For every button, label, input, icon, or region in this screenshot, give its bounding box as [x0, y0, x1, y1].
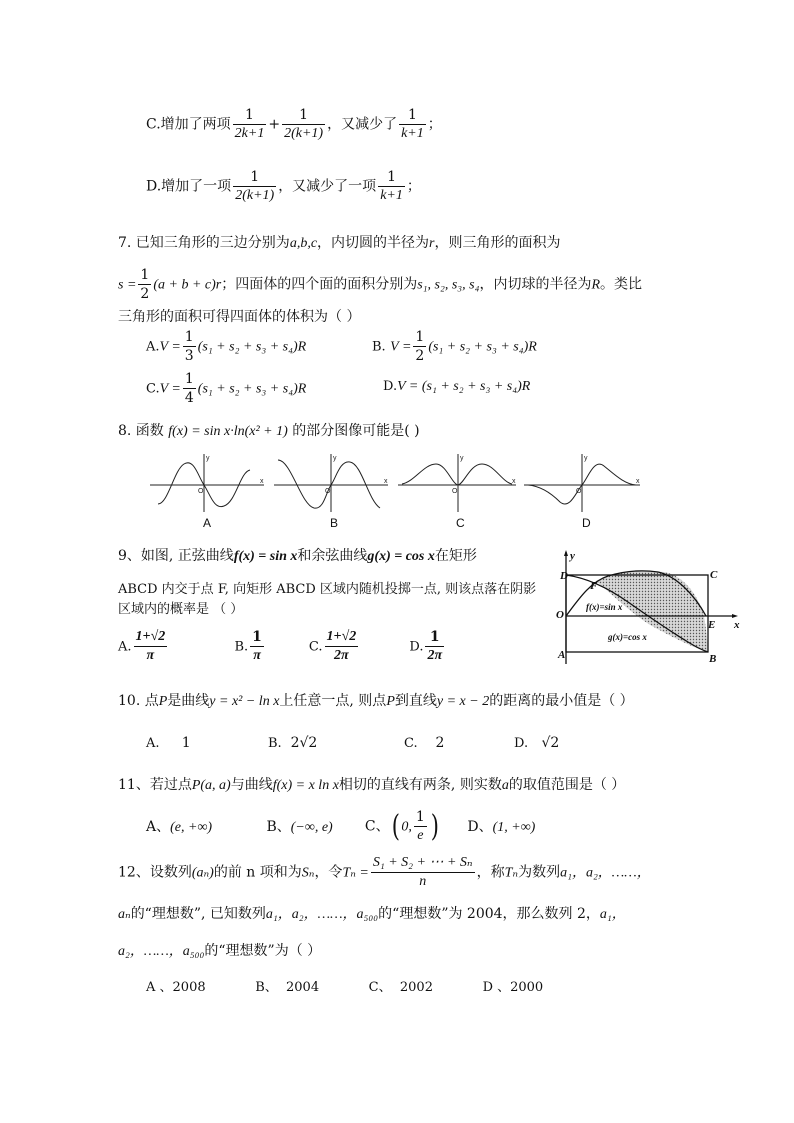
q7-line-3: 三角形的面积可得四面体的体积为（ ） [118, 309, 361, 325]
graph-c-label: C [456, 516, 465, 530]
svg-text:y: y [584, 455, 588, 462]
svg-text:O: O [198, 488, 204, 495]
svg-text:x: x [384, 478, 388, 485]
q6-option-d: D.增加了一项 $\frac{1}{2(k+1)}$ ，又减少了一项 $\frac{1}{k+1}$ ； [146, 169, 421, 203]
q7-line-2: s = $\frac{1}{2}$ (a + b + c)r；四面体的四个面的面积分别为s₁, s₂, s₃, s₄，内切球的半径为R。类比 [118, 267, 643, 302]
q7-option-d: D.V = (s₁ + s₂ + s₃ + s₄)R [383, 379, 531, 394]
svg-text:x: x [636, 478, 640, 485]
svg-text:y: y [333, 455, 337, 462]
q12-line-3: a₂，……，a₅₀₀的“理想数”为（ ） [118, 943, 322, 959]
q9-line-2: ABCD 内交于点 F, 向矩形 ABCD 区域内随机投掷一点, 则该点落在阴影 [118, 582, 537, 597]
fraction: $\frac{1}{2k+1}$ [234, 107, 265, 141]
fraction: $\frac{1}{k+1}$ [380, 169, 403, 203]
q11-option-d: D、(1, +∞) [467, 818, 536, 835]
q12-line-2: aₙ的“理想数”, 已知数列a₁，a₂，……，a₅₀₀的“理想数”为 2004，那么数列 2，a₁， [118, 906, 626, 922]
q10-stem: 10. 点P是曲线y = x² − ln x上任意一点, 则点P到直线y = x − 2的距离的最小值是（ ） [118, 693, 634, 709]
graph-a [150, 454, 264, 512]
label-f: F [590, 580, 598, 592]
q8-graphs [146, 450, 646, 520]
q11-option-b: B、(−∞, e) [266, 818, 333, 835]
q7-option-a: A.V = $\frac{1}{3}$ (s₁ + s₂ + s₃ + s₄)R [146, 329, 307, 364]
q9-option-a: A. $\frac{1+√2}{\pi}$ [118, 629, 166, 663]
label-e: E [708, 619, 716, 631]
fraction: $\frac{1}{2}$ [140, 267, 150, 302]
fraction: $\frac{1}{3}$ [184, 329, 194, 364]
label-cos: g(x)=cos x [608, 632, 647, 642]
svg-text:y: y [206, 455, 210, 462]
q10-option-d: D. √2 [514, 735, 560, 751]
q11-option-a: A、(e, +∞) [146, 818, 213, 835]
fraction: $\frac{1}{4}$ [184, 371, 194, 406]
fraction: $\frac{1}{k+1}$ [401, 107, 424, 141]
q12-options: A 、2008 B、 2004 C、 2002 D 、2000 [146, 980, 544, 995]
q9-line-3: 区域内的概率是 （ ） [118, 602, 244, 617]
q10-option-a: A. 1 [146, 735, 191, 751]
q6-option-c: C.增加了两项 $\frac{1}{2k+1}$ + $\frac{1}{2(k+1)}$ ，又减少了 $\frac{1}{k+1}$ ； [146, 107, 442, 141]
q9-option-c: C. $\frac{1+√2}{2\pi}$ [308, 629, 357, 663]
label-o: O [556, 609, 564, 621]
label-sin: f(x)=sin x [586, 602, 623, 612]
svg-text:x: x [512, 478, 516, 485]
fraction: $\frac{1}{2}$ [415, 329, 425, 364]
label-b: B [709, 653, 717, 665]
q12-line-1: 12、设数列(aₙ)的前 n 项和为Sₙ，令Tₙ = $\frac{\text{S₁ + S₂ + ⋯ + Sₙ}}{n}$ ，称Tₙ为数列a₁，a₂，……， [118, 855, 651, 889]
svg-text:O: O [576, 488, 582, 495]
graph-c [398, 454, 516, 512]
svg-text:x: x [260, 478, 264, 485]
q7-option-c: C.V = $\frac{1}{4}$ (s₁ + s₂ + s₃ + s₄)R [146, 371, 307, 406]
svg-text:O: O [325, 488, 331, 495]
fraction: $\frac{1}{2(k+1)}$ [284, 107, 324, 141]
graph-d [524, 454, 640, 512]
q9-option-d: D. $\frac{1}{2\pi}$ [409, 629, 443, 663]
label-x: x [734, 619, 740, 631]
q11-options [146, 808, 547, 845]
q11-option-c: C、( 0, $\frac{1}{e}$ ) [364, 808, 439, 844]
label-c: C [710, 569, 718, 581]
q9-figure [548, 548, 744, 670]
graph-b-label: B [330, 516, 339, 530]
fraction: $\frac{1}{2(k+1)}$ [235, 169, 275, 203]
fraction: $\frac{\text{S₁ + S₂ + ⋯ + Sₙ}}{n}$ [372, 855, 473, 889]
svg-text:y: y [460, 455, 464, 462]
graph-d-label: D [582, 516, 591, 530]
q9-line-1: 9、如图, 正弦曲线f(x) = sin x和余弦曲线g(x) = cos x在矩形 [118, 548, 477, 564]
q11-stem: 11、若过点P(a, a)与曲线f(x) = x ln x相切的直线有两条, 则实数a的取值范围是（ ） [118, 777, 626, 793]
q9-option-b: B. $\frac{1}{\pi}$ [234, 629, 262, 663]
q10-option-b: B. 2√2 [268, 735, 318, 751]
svg-text:O: O [452, 488, 458, 495]
label-d: D [560, 570, 568, 582]
label-y: y [570, 550, 575, 562]
q7-line-1: 7. 已知三角形的三边分别为a,b,c，内切圆的半径为r，则三角形的面积为 [118, 235, 561, 251]
graph-b [274, 454, 388, 512]
q8-stem: 8. 函数 f(x) = sin x·ln(x² + 1) 的部分图像可能是( ) [118, 423, 420, 439]
q7-option-b: B. V = $\frac{1}{2}$ (s₁ + s₂ + s₃ + s₄)R [372, 329, 537, 364]
graph-a-label: A [203, 516, 212, 530]
q10-option-c: C. 2 [404, 735, 445, 751]
label-a: A [558, 649, 566, 661]
q9-options [118, 628, 479, 665]
